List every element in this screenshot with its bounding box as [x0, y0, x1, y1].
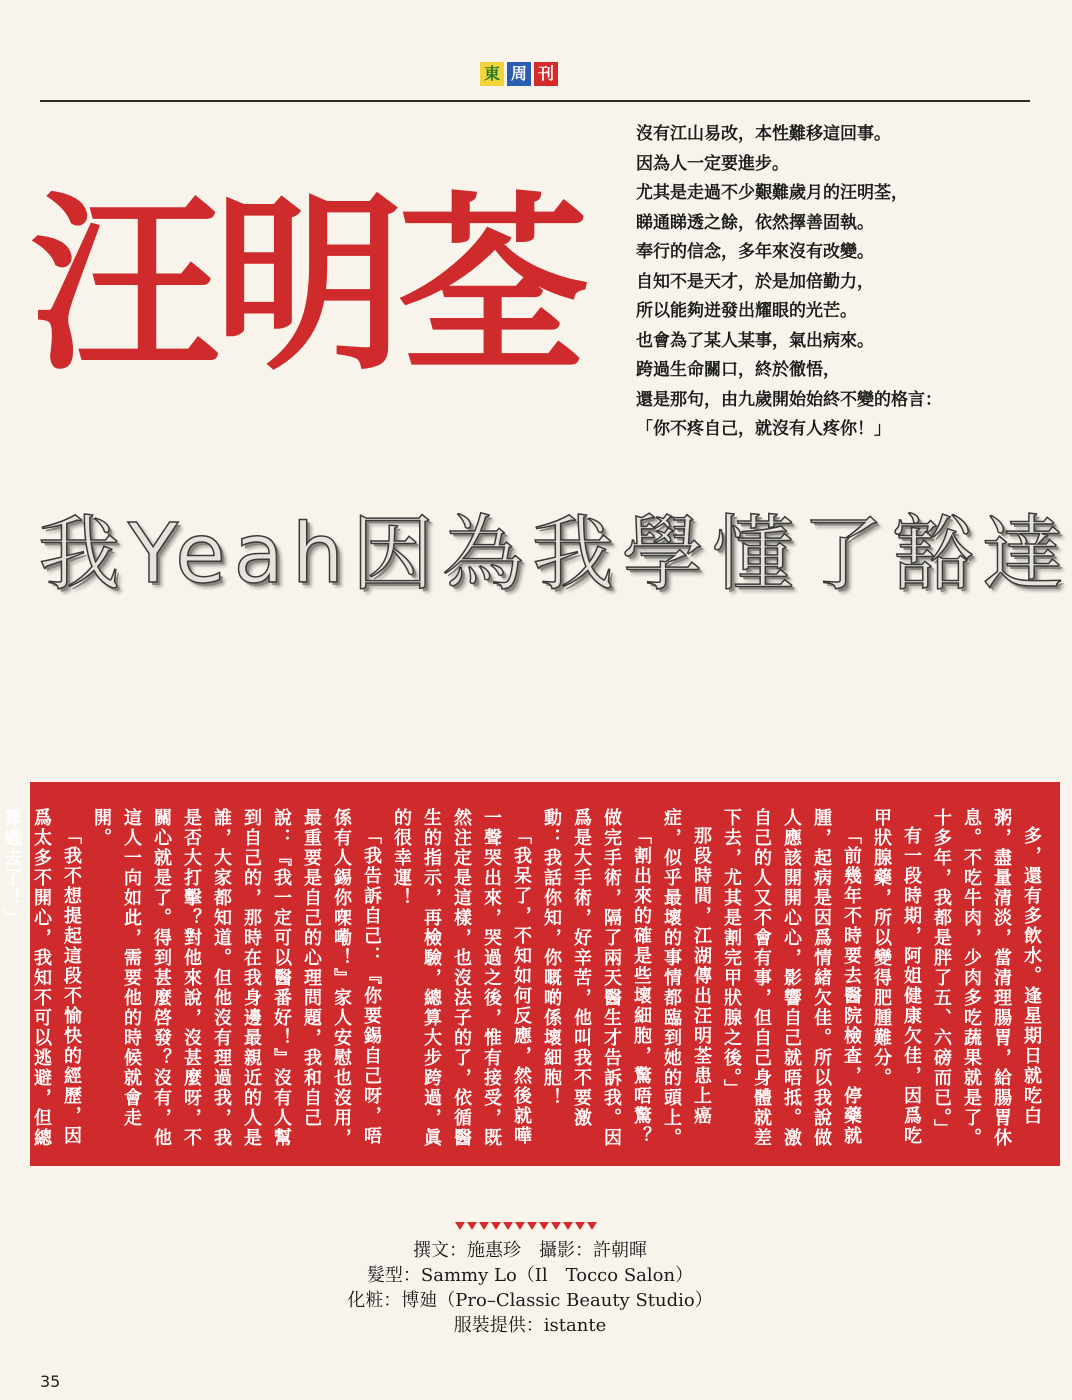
intro-line: 「你不疼自己，就沒有人疼你！」 [636, 419, 891, 439]
article-title-name: 汪明荃 [30, 173, 583, 396]
intro-line: 尤其是走過不少艱難歲月的汪明荃， [636, 183, 908, 203]
intro-line: 睇通睇透之餘，依然擇善固執。 [636, 212, 874, 233]
body-paragraph: 「我呆了，不知如何反應，然後就嘩一聲哭出來，哭過之後，惟有接受，既然注定是這樣，也沒法子的了，依循醫生的指示，再檢驗，總算大步跨過，眞的很幸運！ [391, 808, 532, 1148]
credit-makeup: 化粧：博廸（Pro–Classic Beauty Studio） [347, 1290, 713, 1311]
article-body [1, 808, 1046, 1148]
intro-line: 跨過生命關口，終於徹悟， [636, 360, 840, 380]
intro-line: 還是那句，由九歲開始始終不變的格言： [636, 389, 942, 410]
article-headline: 我Yeah因為我學懂了豁達 [38, 507, 1072, 602]
intro-line: 也會為了某人某事，氣出病來。 [636, 330, 874, 351]
intro-line: 自知不是天才，於是加倍勤力， [636, 271, 874, 292]
triangle-ornament-divider [455, 1222, 597, 1230]
intro-text [636, 120, 1056, 445]
masthead-logo [480, 62, 558, 86]
intro-line: 沒有江山易改，本性難移這回事。 [636, 124, 891, 144]
credit-wardrobe: 服裝提供：istante [453, 1315, 607, 1336]
credits-block [270, 1238, 790, 1338]
body-paragraph: 多，還有多飲水。逢星期日就吃白粥，盡量清淡，當清理腸胃，給腸胃休息。不吃牛肉，少肉多吃蔬果就是了。十多年，我都是胖了五、六磅而已。」 [931, 808, 1042, 1148]
page-number: 35 [40, 1372, 61, 1391]
intro-line: 所以能夠迸發出耀眼的光芒。 [636, 301, 857, 321]
body-paragraph: 「我告訴自己：『你要錫自己呀，唔係有人錫你㗎嘞！』家人安慰也沒用，最重要是自己的心理問題，我和自己說：『我一定可以醫番好！』沒有人幫到自己的，那時在我身邊最親近的人是誰，大家都知道。但他沒有理過我，我是否大打擊？對他來說，沒甚麼呀，不關心就是了。得到甚麼啓發？沒有，他這人一向如此，需要他的時候就會走開。 [91, 808, 382, 1148]
body-paragraph: 那段時間，江湖傳出汪明荃患上癌症，似乎最壞的事情都臨到她的頭上。 [661, 808, 712, 1148]
credit-hair: 髮型：Sammy Lo（Il Tocco Salon） [366, 1265, 694, 1286]
intro-line: 奉行的信念，多年來沒有改變。 [636, 242, 874, 262]
logo-char-issue: 刊 [534, 62, 558, 86]
logo-char-east: 東 [480, 62, 504, 86]
body-paragraph: 「前幾年不時要去醫院檢查，停藥就腫，起病是因爲情緒欠佳。所以我說做人應該開開心心，影響自己就唔抵。激自己的人又不會有事，但自己身體就差下去，尤其是割完甲狀腺之後。」 [721, 808, 862, 1148]
body-paragraph: 有一段時期，阿姐健康欠佳，因爲吃甲狀腺藥，所以變得肥腫難分。 [871, 808, 922, 1146]
logo-char-week: 周 [507, 62, 531, 86]
intro-line: 因為人一定要進步。 [636, 153, 789, 174]
body-paragraph: 「我不想提起這段不愉快的經歷，因爲太多不開心，我知不可以逃避，但總算過去了！」 [1, 808, 82, 1148]
body-paragraph: 「割出來的確是些壞細胞，驚唔驚？做完手術，隔了兩天醫生才告訴我。因爲是大手術，好辛苦，他叫我不要激動：我話你知，你嘅啲係壞細胞！ [541, 808, 652, 1148]
credit-writer-photographer: 撰文：施惠珍 攝影：許朝暉 [413, 1240, 647, 1261]
